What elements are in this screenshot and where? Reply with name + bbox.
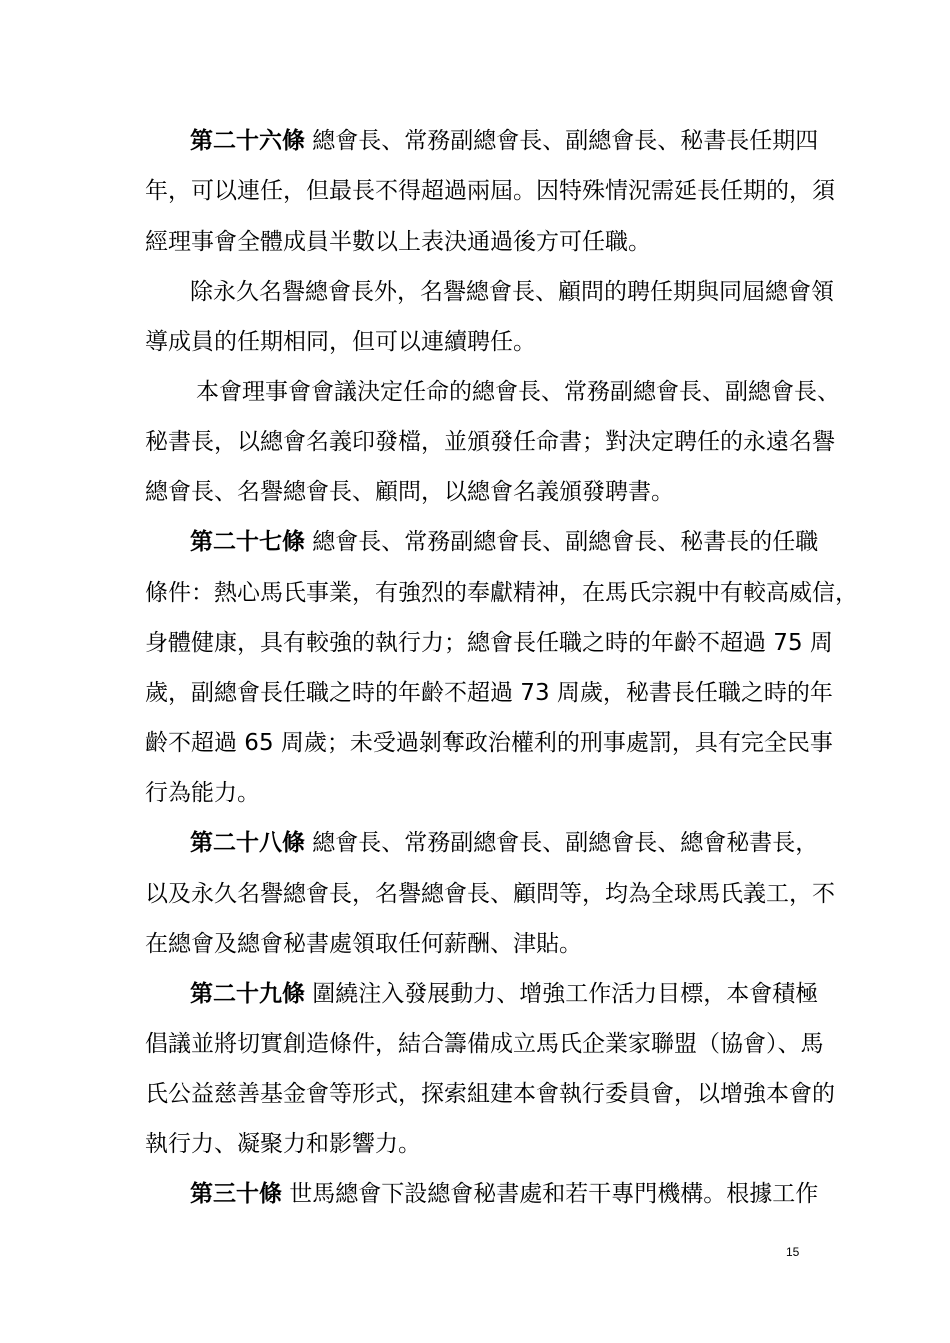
article-27-line-5: 齡不超過 65 周歲；未受過剝奪政治權利的刑事處罰，具有完全民事 [145, 730, 833, 756]
text-run: 總會長、常務副總會長、副總會長、總會秘書長， [305, 830, 819, 856]
article-27-line-4: 歲，副總會長任職之時的年齡不超過 73 周歲，秘書長任職之時的年 [145, 680, 833, 706]
text-run: 總會長、常務副總會長、副總會長、秘書長的任職 [305, 529, 819, 555]
article-28-line-3: 在總會及總會秘書處領取任何薪酬、津貼。 [145, 931, 582, 957]
article-heading: 第三十條 [190, 1181, 282, 1207]
paragraph-line: 除永久名譽總會長外，名譽總會長、顧問的聘任期與同屆總會領 [190, 279, 834, 305]
text-run: 總會長、常務副總會長、副總會長、秘書長任期四 [305, 128, 819, 154]
article-28-line-2: 以及永久名譽總會長，名譽總會長、顧問等，均為全球馬氏義工，不 [145, 881, 835, 907]
article-30-line-1 [190, 1179, 819, 1209]
paragraph-line: 導成員的任期相同，但可以連續聘任。 [145, 329, 536, 355]
article-heading: 第二十八條 [190, 830, 305, 856]
article-29-line-1 [190, 979, 819, 1009]
article-29-line-3: 氏公益慈善基金會等形式，探索組建本會執行委員會，以增強本會的 [145, 1081, 835, 1107]
article-27-line-2: 條件：熱心馬氏事業，有強烈的奉獻精神，在馬氏宗親中有較高威信， [145, 580, 858, 606]
article-29-line-2: 倡議並將切實創造條件，結合籌備成立馬氏企業家聯盟（協會）、馬 [145, 1031, 824, 1057]
paragraph-line: 總會長、名譽總會長、顧問，以總會名義頒發聘書。 [145, 479, 674, 505]
text-run: 圍繞注入發展動力、增強工作活力目標，本會積極 [305, 981, 819, 1007]
article-28-line-1 [190, 828, 819, 858]
article-26-line-2: 年，可以連任，但最長不得超過兩屆。因特殊情況需延長任期的，須 [145, 178, 835, 204]
article-27-line-6: 行為能力。 [145, 780, 260, 806]
article-heading: 第二十六條 [190, 128, 305, 154]
paragraph-line: 本會理事會會議決定任命的總會長、常務副總會長、副總會長、 [196, 379, 840, 405]
page-number: 15 [786, 1245, 800, 1259]
article-27-line-1 [190, 527, 819, 557]
article-29-line-4: 執行力、凝聚力和影響力。 [145, 1131, 421, 1157]
article-heading: 第二十七條 [190, 529, 305, 555]
paragraph-line: 秘書長，以總會名義印發檔，並頒發任命書；對決定聘任的永遠名譽 [145, 429, 835, 455]
text-run: 世馬總會下設總會秘書處和若干專門機構。根據工作 [282, 1181, 819, 1207]
article-26-line-1 [190, 126, 819, 156]
article-26-line-3: 經理事會全體成員半數以上表決通過後方可任職。 [145, 229, 651, 255]
article-heading: 第二十九條 [190, 981, 305, 1007]
article-27-line-3: 身體健康，具有較強的執行力；總會長任職之時的年齡不超過 75 周 [145, 630, 833, 656]
